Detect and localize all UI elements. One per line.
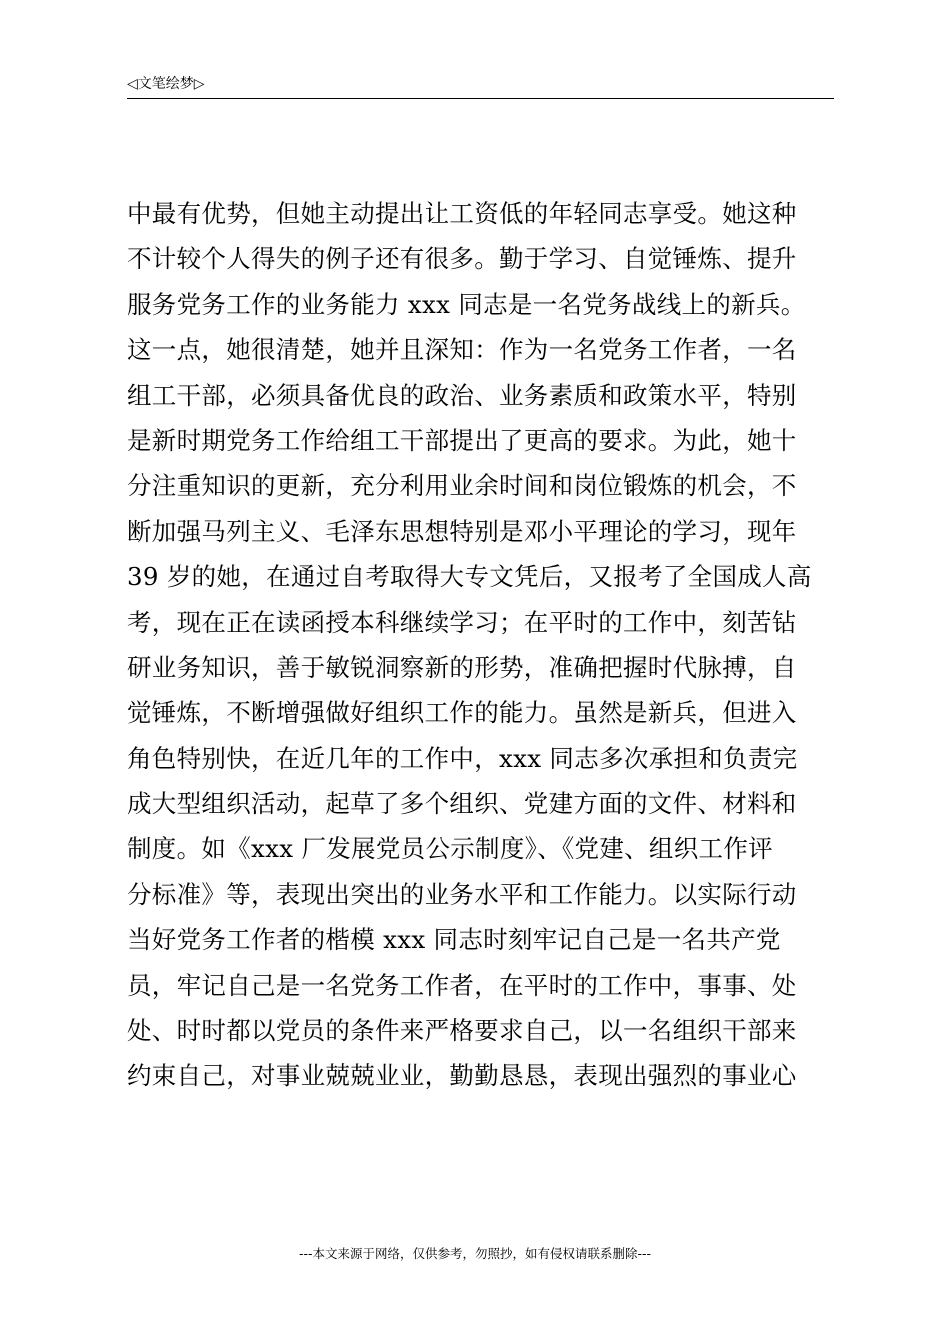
header-title: ◁文笔绘梦▷ [127,76,205,92]
body-line: 角色特别快，在近几年的工作中，xxx 同志多次承担和负责完 [127,743,798,773]
body-line: 分标准》等，表现出突出的业务水平和工作能力。以实际行动 [127,879,797,909]
body-line: 这一点，她很清楚，她并且深知：作为一名党务工作者，一名 [127,335,797,365]
body-line: 处、时时都以党员的条件来严格要求自己，以一名组织干部来 [127,1016,797,1046]
body-line: 中最有优势，但她主动提出让工资低的年轻同志享受。她这种 [127,199,797,228]
body-line: 制度。如《xxx 厂发展党员公示制度》、《党建、组织工作评 [127,834,773,864]
body-line: 觉锤炼，不断增强做好组织工作的能力。虽然是新兵，但进入 [127,698,797,728]
body-line: 当好党务工作者的楷模 xxx 同志时刻牢记自己是一名共产党 [127,925,781,955]
body-line: 考，现在正在读函授本科继续学习；在平时的工作中，刻苦钻 [127,607,797,637]
body-line: 是新时期党务工作给组工干部提出了更高的要求。为此，她十 [127,425,797,455]
body-line: 不计较个人得失的例子还有很多。勤于学习、自觉锤炼、提升 [127,244,797,274]
body-line: 服务党务工作的业务能力 xxx 同志是一名党务战线上的新兵。 [127,289,806,319]
body-line: 成大型组织活动，起草了多个组织、党建方面的文件、材料和 [127,789,797,819]
body-line: 39 岁的她，在通过自考取得大专文凭后，又报考了全国成人高 [127,562,812,592]
document-body [127,191,837,1099]
body-line: 约束自己，对事业兢兢业业，勤勤恳恳，表现出强烈的事业心 [127,1061,797,1091]
page-header [127,72,834,99]
body-line: 组工干部，必须具备优良的政治、业务素质和政策水平，特别 [127,380,797,410]
footer-disclaimer: ---本文来源于网络，仅供参考，勿照抄，如有侵权请联系删除--- [298,1246,652,1261]
body-line: 研业务知识，善于敏锐洞察新的形势，准确把握时代脉搏，自 [127,652,797,682]
body-line: 断加强马列主义、毛泽东思想特别是邓小平理论的学习，现年 [127,516,797,546]
body-line: 分注重知识的更新，充分利用业余时间和岗位锻炼的机会，不 [127,471,797,501]
body-line: 员，牢记自己是一名党务工作者，在平时的工作中，事事、处 [127,970,797,1000]
